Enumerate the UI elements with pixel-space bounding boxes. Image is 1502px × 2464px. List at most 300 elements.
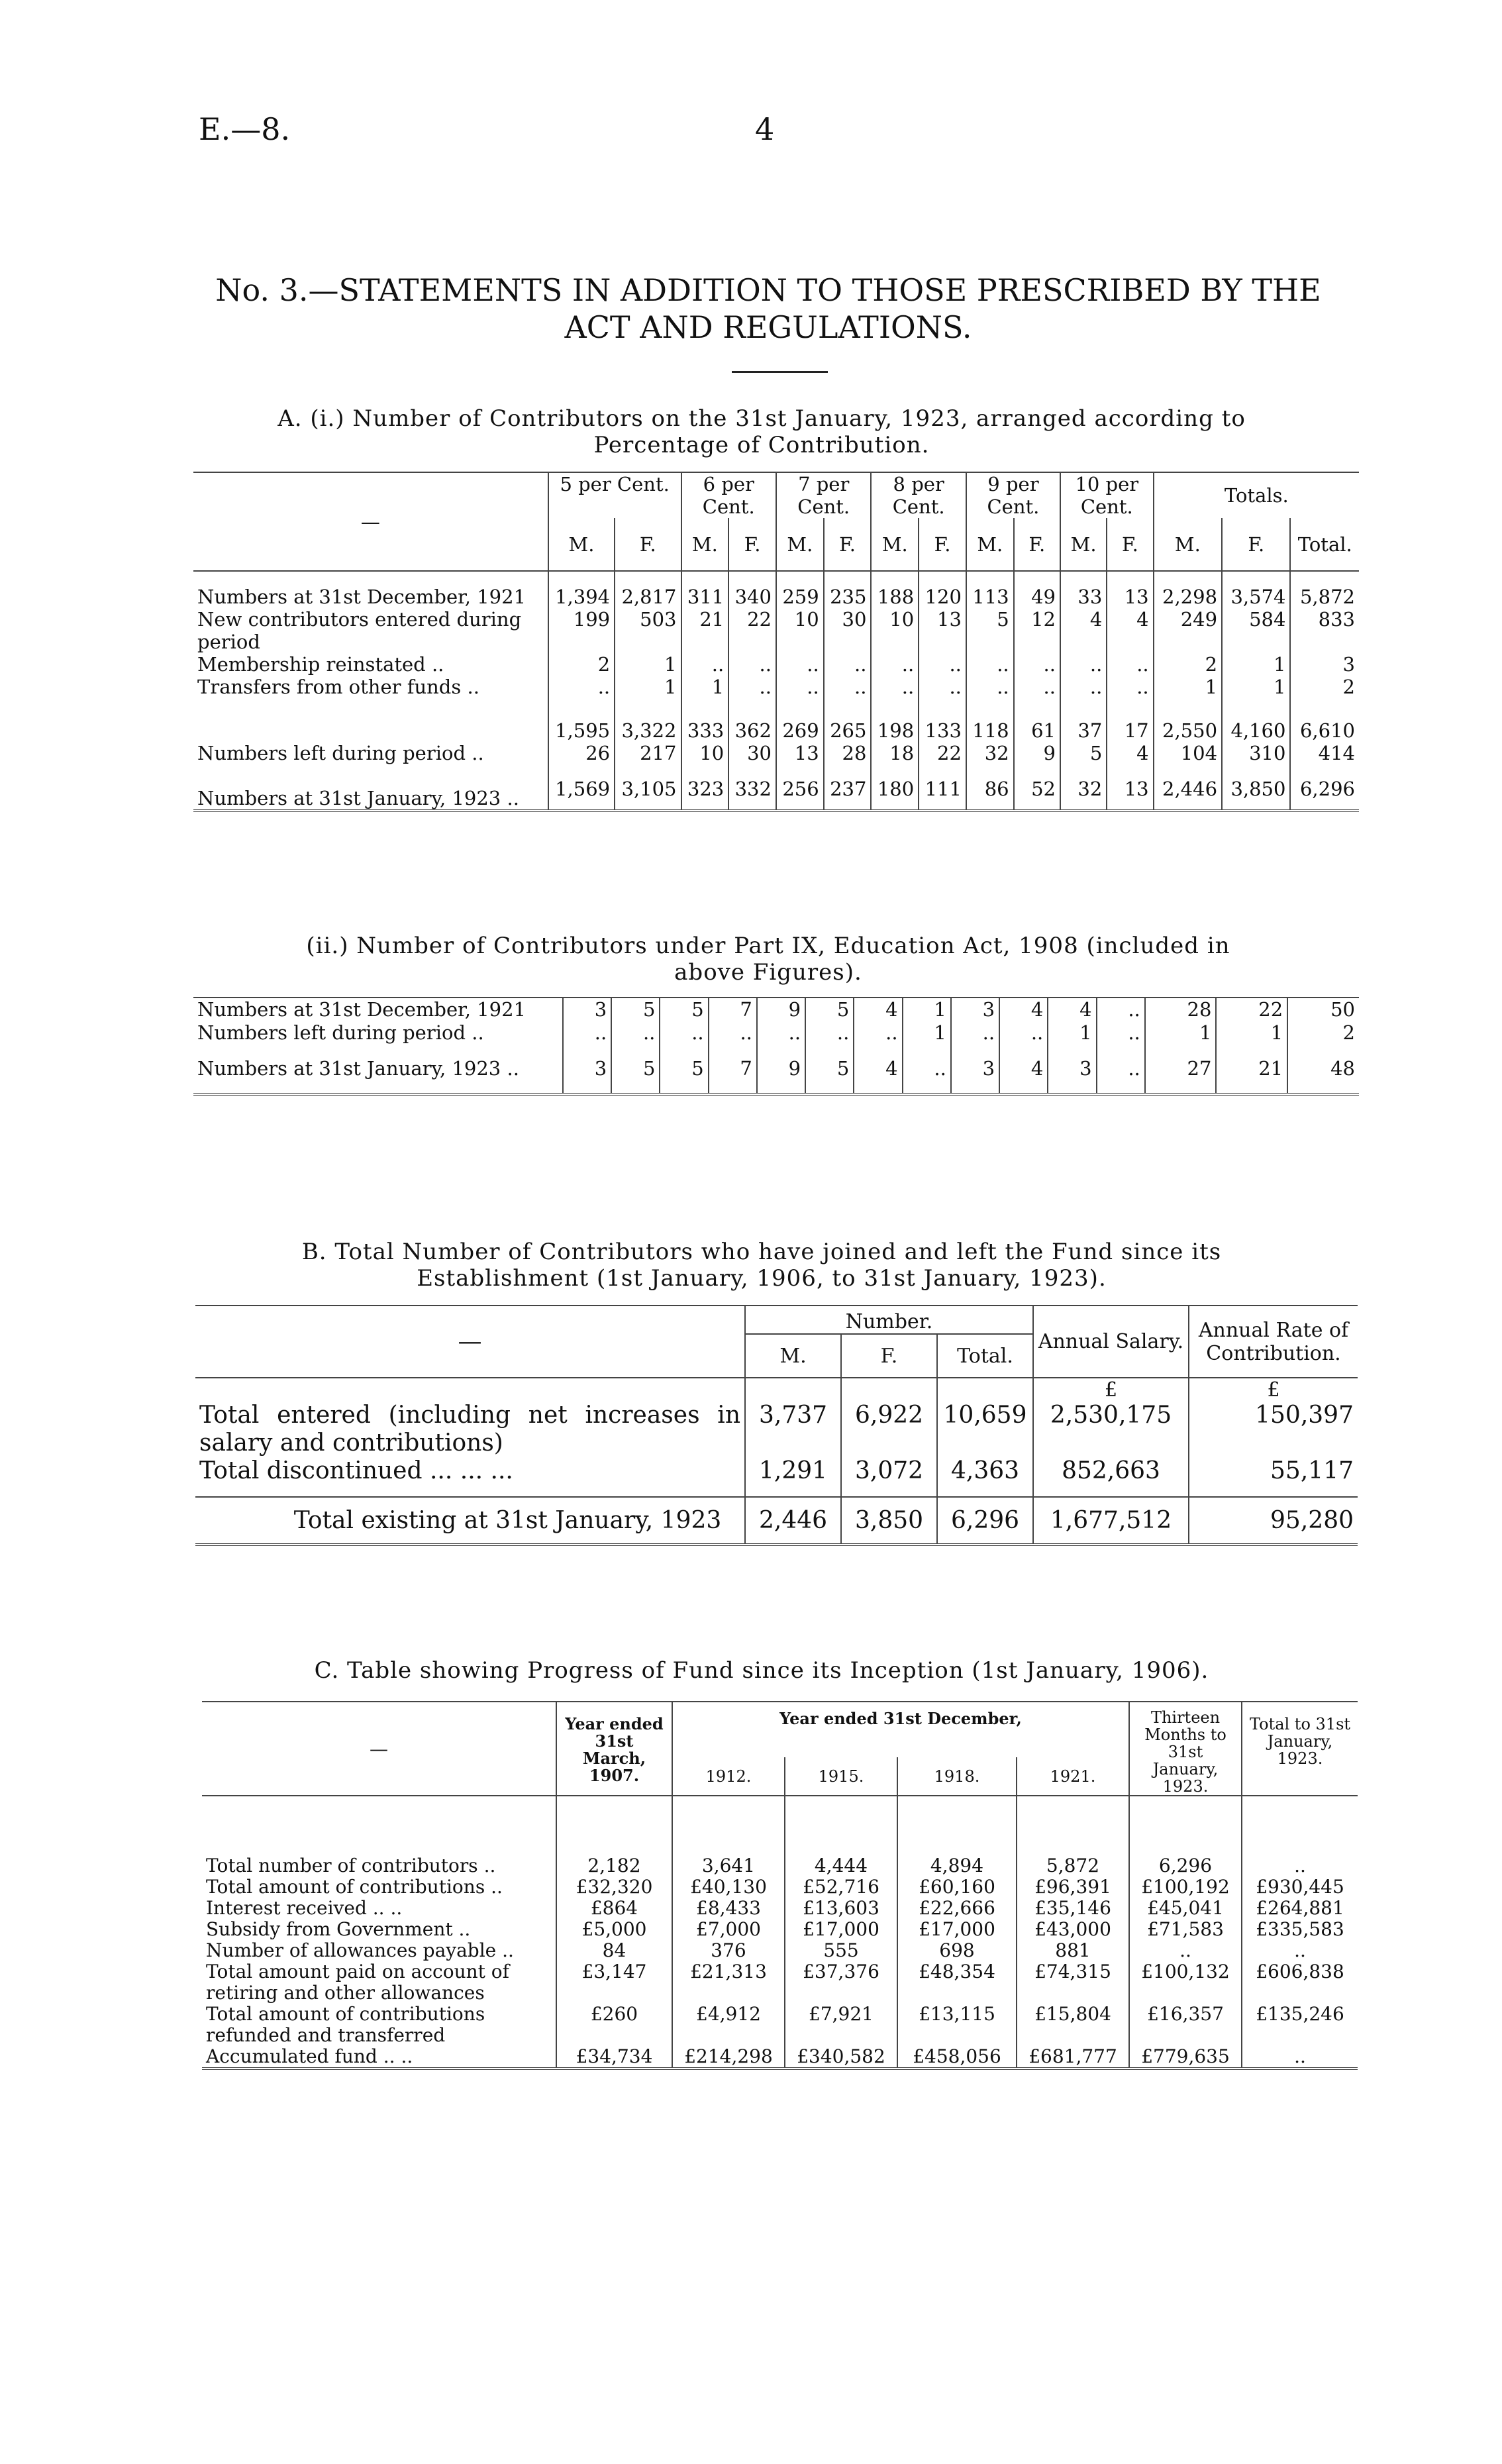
row-label: Numbers left during period .. [197, 1021, 484, 1044]
value-cell: 5 [966, 608, 1014, 653]
year-1912-header: 1912. [672, 1757, 785, 1796]
value-cell: 199 [548, 608, 615, 653]
spacer-cell [1060, 571, 1107, 586]
value-cell: 4 [999, 1044, 1048, 1094]
value-cell: £260 [556, 2004, 672, 2046]
group-header-10: 10 per Cent. [1060, 472, 1154, 518]
spacer-cell [672, 1796, 785, 1855]
section-a2-caption-line-2: above Figures). [674, 959, 862, 986]
value-cell: .. [871, 653, 919, 676]
sub-f: F. [919, 518, 966, 571]
value-cell: 5,872 [1290, 586, 1359, 608]
value-cell: 3,105 [615, 768, 681, 811]
f-value: 3,850 [841, 1497, 937, 1545]
value-cell: 10 [871, 608, 919, 653]
value-cell: 10 [776, 608, 824, 653]
value-cell: .. [757, 1021, 805, 1044]
value-cell: £22,666 [897, 1898, 1017, 1919]
salary-value: 852,663 [1033, 1457, 1189, 1497]
value-cell: 1 [903, 1021, 951, 1044]
value-cell: .. [709, 1021, 757, 1044]
f-value: 3,072 [841, 1457, 937, 1497]
row-label: Total number of contributors .. [206, 1855, 496, 1876]
value-cell: 4,160 [1222, 698, 1290, 742]
value-cell: £7,921 [785, 2004, 897, 2046]
value-cell: 310 [1222, 742, 1290, 768]
year-1907-header: Year ended 31st March, 1907. [556, 1702, 672, 1796]
spacer-cell [1107, 571, 1153, 586]
value-cell: £34,734 [556, 2046, 672, 2069]
value-cell: .. [776, 653, 824, 676]
section-c-header-row-1 [202, 1702, 1358, 1757]
value-cell: £16,357 [1129, 2004, 1242, 2046]
value-cell: 4,444 [785, 1855, 897, 1876]
value-cell: 3,322 [615, 698, 681, 742]
row-label: Numbers left during period .. [197, 742, 484, 764]
value-cell: .. [871, 676, 919, 698]
value-cell: £5,000 [556, 1919, 672, 1940]
title-rule [732, 371, 828, 373]
value-cell: £264,881 [1242, 1898, 1358, 1919]
row-label: Interest received .. .. [206, 1897, 403, 1919]
value-cell: 1 [615, 653, 681, 676]
table-row [193, 586, 1359, 608]
value-cell: £48,354 [897, 1961, 1017, 2004]
value-cell: 188 [871, 586, 919, 608]
row-label: Total discontinued ... ... ... [199, 1457, 513, 1484]
value-cell: 4 [1107, 608, 1153, 653]
value-cell: £96,391 [1017, 1876, 1129, 1898]
value-cell: 3 [1048, 1044, 1096, 1094]
value-cell: £100,192 [1129, 1876, 1242, 1898]
value-cell: 332 [728, 768, 776, 811]
value-cell: 120 [919, 586, 966, 608]
value-cell: 3 [951, 1044, 999, 1094]
spacer-cell [615, 571, 681, 586]
value-cell: £37,376 [785, 1961, 897, 2004]
value-cell: 22 [1216, 998, 1287, 1021]
value-cell: £43,000 [1017, 1919, 1129, 1940]
value-cell: £13,603 [785, 1898, 897, 1919]
value-cell: 2 [1154, 653, 1222, 676]
row-label: Numbers at 31st December, 1921 [197, 998, 526, 1021]
value-cell: 4 [999, 998, 1048, 1021]
salary-value: 1,677,512 [1033, 1497, 1189, 1545]
value-cell: 21 [1216, 1044, 1287, 1094]
spacer-row [202, 1796, 1358, 1855]
value-cell: .. [1014, 653, 1060, 676]
row-label: Accumulated fund .. .. [206, 2045, 413, 2067]
year-1921-header: 1921. [1017, 1757, 1129, 1796]
sub-f: F. [1107, 518, 1153, 571]
value-cell: .. [563, 1021, 611, 1044]
value-cell: .. [611, 1021, 660, 1044]
value-cell: 30 [728, 742, 776, 768]
row-label: Number of allowances payable .. [206, 1939, 514, 1961]
spacer-cell [871, 571, 919, 586]
value-cell: 376 [672, 1940, 785, 1961]
value-cell: 48 [1287, 1044, 1359, 1094]
spacer-cell [1222, 571, 1290, 586]
table-row [193, 742, 1359, 768]
value-cell: 259 [776, 586, 824, 608]
table-row [193, 653, 1359, 676]
table-row [193, 608, 1359, 653]
value-cell: .. [951, 1021, 999, 1044]
pound-sign: £ [1189, 1378, 1358, 1402]
section-a1-table [193, 472, 1359, 812]
value-cell: 7 [709, 1044, 757, 1094]
stub-header: — [193, 472, 548, 571]
value-cell: 22 [728, 608, 776, 653]
m-value: 2,446 [745, 1497, 841, 1545]
value-cell: .. [919, 676, 966, 698]
section-b-header-row-1 [195, 1306, 1358, 1334]
section-a2-caption-line-1: (ii.) Number of Contributors under Part IX, Education Act, 1908 (included in [306, 933, 1230, 959]
value-cell: 133 [919, 698, 966, 742]
value-cell: 86 [966, 768, 1014, 811]
pound-row [195, 1378, 1358, 1402]
value-cell: 22 [919, 742, 966, 768]
section-b-table [195, 1305, 1358, 1546]
total-to-header: Total to 31st January, 1923. [1242, 1702, 1358, 1796]
value-cell: 237 [824, 768, 872, 811]
value-cell: £340,582 [785, 2046, 897, 2069]
row-label: Total amount of contributions .. [206, 1876, 503, 1898]
value-cell: 5 [660, 1044, 708, 1094]
sub-f: F. [1014, 518, 1060, 571]
value-cell: 833 [1290, 608, 1359, 653]
value-cell: 9 [757, 998, 805, 1021]
value-cell: 2 [548, 653, 615, 676]
value-cell: £21,313 [672, 1961, 785, 2004]
rate-value: 95,280 [1189, 1497, 1358, 1545]
value-cell: 1 [1222, 653, 1290, 676]
value-cell: £13,115 [897, 2004, 1017, 2046]
value-cell: 5 [805, 998, 854, 1021]
value-cell: 362 [728, 698, 776, 742]
table-row [195, 1402, 1358, 1457]
value-cell: 3 [563, 1044, 611, 1094]
value-cell: 1,569 [548, 768, 615, 811]
total-value: 10,659 [937, 1402, 1033, 1457]
table-row [202, 1961, 1358, 2004]
value-cell: 1,394 [548, 586, 615, 608]
value-cell: 2,298 [1154, 586, 1222, 608]
sub-f: F. [728, 518, 776, 571]
value-cell: £52,716 [785, 1876, 897, 1898]
value-cell: 340 [728, 586, 776, 608]
value-cell: 6,296 [1290, 768, 1359, 811]
value-cell: £7,000 [672, 1919, 785, 1940]
value-cell: 1 [1216, 1021, 1287, 1044]
table-row [195, 1497, 1358, 1545]
value-cell: 1 [1222, 676, 1290, 698]
value-cell: 12 [1014, 608, 1060, 653]
value-cell: £60,160 [897, 1876, 1017, 1898]
value-cell: 311 [681, 586, 729, 608]
value-cell: £3,147 [556, 1961, 672, 2004]
value-cell: 49 [1014, 586, 1060, 608]
value-cell: .. [728, 676, 776, 698]
section-a1-caption-line-1: A. (i.) Number of Contributors on the 31st January, 1923, arranged according to [277, 405, 1246, 432]
value-cell: .. [824, 676, 872, 698]
section-b-body [195, 1378, 1358, 1545]
spacer-cell [1242, 1796, 1358, 1855]
value-cell: £681,777 [1017, 2046, 1129, 2069]
m-value: 3,737 [745, 1402, 841, 1457]
rate-value: 55,117 [1189, 1457, 1358, 1497]
value-cell: £100,132 [1129, 1961, 1242, 2004]
stub-header: — [202, 1702, 556, 1796]
section-c-table [202, 1701, 1358, 2070]
spacer-cell [1154, 571, 1222, 586]
value-cell: 32 [966, 742, 1014, 768]
spacer-cell [745, 1378, 841, 1402]
m-value: 1,291 [745, 1457, 841, 1497]
value-cell: 28 [1145, 998, 1217, 1021]
sub-m: M. [1154, 518, 1222, 571]
value-cell: .. [903, 1044, 951, 1094]
value-cell: 1 [903, 998, 951, 1021]
value-cell: 17 [1107, 698, 1153, 742]
value-cell: 13 [1107, 586, 1153, 608]
total-value: 4,363 [937, 1457, 1033, 1497]
value-cell: .. [1242, 1855, 1358, 1876]
spacer-cell [202, 1796, 556, 1855]
value-cell: 1 [1145, 1021, 1217, 1044]
value-cell: .. [1097, 1021, 1145, 1044]
spacer-cell [785, 1796, 897, 1855]
value-cell: 118 [966, 698, 1014, 742]
value-cell: .. [1129, 1940, 1242, 1961]
value-cell: 5 [611, 998, 660, 1021]
year-1918-header: 1918. [897, 1757, 1017, 1796]
value-cell: £45,041 [1129, 1898, 1242, 1919]
spacer-cell [681, 571, 729, 586]
value-cell: 1 [1154, 676, 1222, 698]
value-cell: £17,000 [897, 1919, 1017, 1940]
value-cell: £32,320 [556, 1876, 672, 1898]
value-cell: 4 [1107, 742, 1153, 768]
page-title [192, 272, 1344, 346]
spacer-cell [1014, 571, 1060, 586]
value-cell: £74,315 [1017, 1961, 1129, 2004]
title-line-2: ACT AND REGULATIONS. [564, 309, 972, 345]
value-cell: .. [966, 653, 1014, 676]
value-cell: .. [728, 653, 776, 676]
value-cell: 269 [776, 698, 824, 742]
value-cell: 2 [1290, 676, 1359, 698]
spacer-cell [556, 1796, 672, 1855]
sub-f: F. [824, 518, 872, 571]
f-header: F. [841, 1334, 937, 1378]
section-a2-body [193, 998, 1359, 1094]
value-cell: 84 [556, 1940, 672, 1961]
value-cell: 1,595 [548, 698, 615, 742]
m-header: M. [745, 1334, 841, 1378]
section-a1-caption [199, 405, 1325, 458]
group-header-7: 7 per Cent. [776, 472, 871, 518]
group-header-5: 5 per Cent. [548, 472, 681, 518]
value-cell: 698 [897, 1940, 1017, 1961]
value-cell: .. [776, 676, 824, 698]
value-cell: .. [824, 653, 872, 676]
row-label: Transfers from other funds .. [197, 676, 479, 698]
spacer-cell [1017, 1796, 1129, 1855]
value-cell: 2,446 [1154, 768, 1222, 811]
value-cell: .. [1107, 653, 1153, 676]
value-cell: 13 [776, 742, 824, 768]
sub-total: Total. [1290, 518, 1359, 571]
table-row [193, 698, 1359, 742]
value-cell: 6,296 [1129, 1855, 1242, 1876]
row-label: New contributors entered during period [197, 608, 522, 653]
table-row [202, 1919, 1358, 1940]
value-cell: 249 [1154, 608, 1222, 653]
total-value: 6,296 [937, 1497, 1033, 1545]
value-cell: £35,146 [1017, 1898, 1129, 1919]
value-cell: 26 [548, 742, 615, 768]
value-cell: .. [1014, 676, 1060, 698]
thirteen-months-header: Thirteen Months to 31st January, 1923. [1129, 1702, 1242, 1796]
row-label: Total amount paid on account of retiring and other allowances [206, 1961, 510, 2004]
value-cell: 1 [615, 676, 681, 698]
row-label: Subsidy from Government .. [206, 1918, 471, 1940]
section-a1-body [193, 571, 1359, 811]
f-value: 6,922 [841, 1402, 937, 1457]
value-cell: 3 [1290, 653, 1359, 676]
year-1915-header: 1915. [785, 1757, 897, 1796]
value-cell: 198 [871, 698, 919, 742]
spacer-cell [1129, 1796, 1242, 1855]
value-cell: 2,817 [615, 586, 681, 608]
value-cell: 180 [871, 768, 919, 811]
table-row [193, 768, 1359, 811]
table-row [193, 1044, 1359, 1094]
value-cell: .. [1107, 676, 1153, 698]
value-cell: 21 [681, 608, 729, 653]
value-cell: .. [660, 1021, 708, 1044]
group-header-6: 6 per Cent. [681, 472, 776, 518]
value-cell: 503 [615, 608, 681, 653]
sub-f: F. [1222, 518, 1290, 571]
document-reference: E.—8. [199, 111, 291, 147]
value-cell: 2,182 [556, 1855, 672, 1876]
value-cell: .. [1097, 998, 1145, 1021]
spacer-cell [193, 571, 548, 586]
value-cell: 61 [1014, 698, 1060, 742]
value-cell: 13 [1107, 768, 1153, 811]
year-ended-december-header: Year ended 31st December, [672, 1702, 1129, 1757]
value-cell: 3,574 [1222, 586, 1290, 608]
sub-m: M. [681, 518, 729, 571]
value-cell: £779,635 [1129, 2046, 1242, 2069]
table-row [202, 1876, 1358, 1898]
sub-m: M. [966, 518, 1014, 571]
value-cell: .. [966, 676, 1014, 698]
value-cell: 2 [1287, 1021, 1359, 1044]
value-cell: 28 [824, 742, 872, 768]
value-cell: .. [1242, 2046, 1358, 2069]
value-cell: 9 [1014, 742, 1060, 768]
value-cell: £135,246 [1242, 2004, 1358, 2046]
table-row [202, 1940, 1358, 1961]
value-cell: .. [919, 653, 966, 676]
value-cell: 111 [919, 768, 966, 811]
value-cell: 104 [1154, 742, 1222, 768]
value-cell: .. [1060, 653, 1107, 676]
value-cell: 52 [1014, 768, 1060, 811]
row-label: Numbers at 31st December, 1921 [197, 586, 526, 608]
value-cell: 555 [785, 1940, 897, 1961]
row-label: Total existing at 31st January, 1923 [293, 1507, 722, 1534]
value-cell: 27 [1145, 1044, 1217, 1094]
value-cell: .. [681, 653, 729, 676]
value-cell: £40,130 [672, 1876, 785, 1898]
sub-m: M. [548, 518, 615, 571]
table-row [193, 1021, 1359, 1044]
row-label: Total amount of contributions refunded and transferred [206, 2003, 485, 2046]
value-cell: 32 [1060, 768, 1107, 811]
table-row [202, 2046, 1358, 2069]
section-a2-caption [238, 933, 1298, 986]
spacer-cell [897, 1796, 1017, 1855]
section-a1-caption-line-2: Percentage of Contribution. [593, 432, 930, 458]
value-cell: 9 [757, 1044, 805, 1094]
row-label: Numbers at 31st January, 1923 .. [197, 1057, 519, 1080]
value-cell: 881 [1017, 1940, 1129, 1961]
row-label: Numbers at 31st January, 1923 .. [197, 787, 519, 809]
annual-rate-header: Annual Rate of Contribution. [1189, 1306, 1358, 1378]
sub-m: M. [776, 518, 824, 571]
value-cell: 7 [709, 998, 757, 1021]
value-cell: 3,641 [672, 1855, 785, 1876]
value-cell: 3 [951, 998, 999, 1021]
title-line-1: No. 3.—STATEMENTS IN ADDITION TO THOSE PRESCRIBED BY THE [215, 272, 1321, 308]
value-cell: 5 [660, 998, 708, 1021]
value-cell: 5 [611, 1044, 660, 1094]
salary-value: 2,530,175 [1033, 1402, 1189, 1457]
value-cell: £8,433 [672, 1898, 785, 1919]
value-cell: .. [805, 1021, 854, 1044]
table-row [202, 1855, 1358, 1876]
value-cell: 265 [824, 698, 872, 742]
value-cell: 4 [1048, 998, 1096, 1021]
value-cell: 1 [1048, 1021, 1096, 1044]
value-cell: 5 [805, 1044, 854, 1094]
spacer-cell [548, 571, 615, 586]
row-label: Membership reinstated .. [197, 653, 444, 676]
section-c-body [202, 1796, 1358, 2069]
group-header-totals: Totals. [1154, 472, 1359, 518]
section-b-caption [199, 1239, 1325, 1292]
group-header-9: 9 per Cent. [966, 472, 1060, 518]
value-cell: .. [548, 676, 615, 698]
value-cell: 30 [824, 608, 872, 653]
value-cell: 5 [1060, 742, 1107, 768]
value-cell: 4 [854, 1044, 902, 1094]
row-label [193, 698, 548, 742]
sub-m: M. [871, 518, 919, 571]
value-cell: .. [1060, 676, 1107, 698]
annual-salary-header: Annual Salary. [1033, 1306, 1189, 1378]
page-number: 4 [755, 111, 775, 147]
value-cell: 18 [871, 742, 919, 768]
table-row [202, 1898, 1358, 1919]
value-cell: 37 [1060, 698, 1107, 742]
value-cell: 3 [563, 998, 611, 1021]
